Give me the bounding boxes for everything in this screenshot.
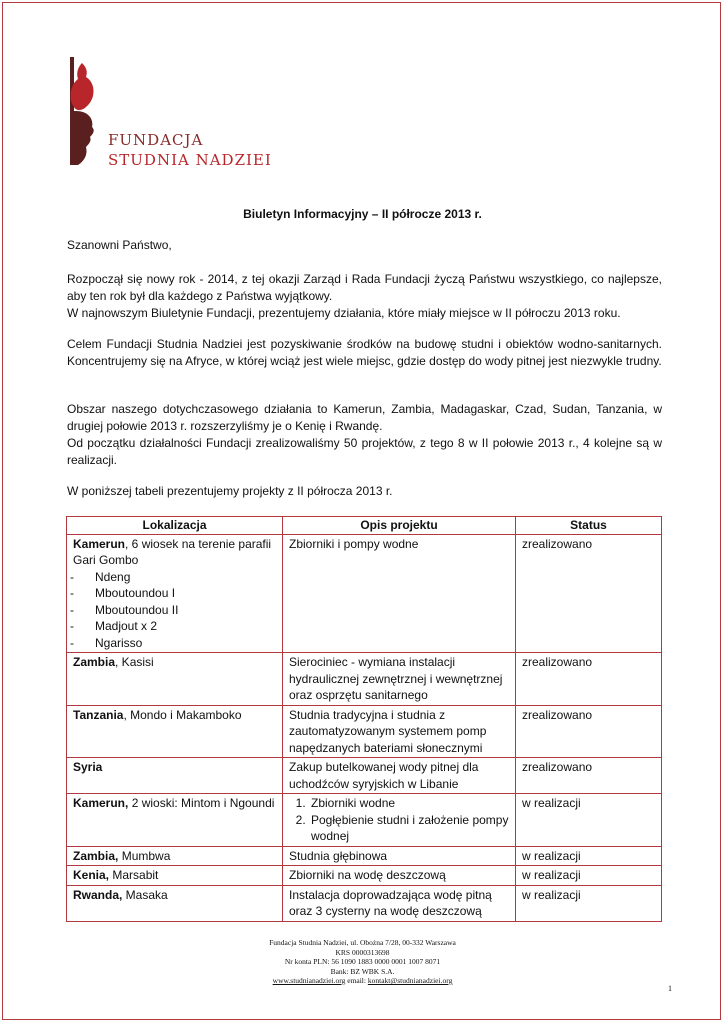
- description-list: [289, 795, 509, 845]
- description-cell: Studnia głębinowa: [283, 846, 516, 866]
- table-row: [67, 705, 662, 758]
- list-item: - Mboutoundou I: [73, 585, 276, 602]
- footer-account: Nr konta PLN: 56 1090 1883 0000 0001 1007 8071: [284, 957, 441, 966]
- table-row: [67, 866, 662, 886]
- place: , Kasisi: [115, 655, 154, 669]
- place: 2 wioski: Mintom i Ngoundi: [128, 796, 275, 810]
- header-description: Opis projektu: [283, 517, 516, 535]
- scope-section: [67, 401, 662, 469]
- location-cell: [67, 846, 283, 866]
- location-cell: [67, 866, 283, 886]
- place: , 6 wiosek na terenie parafii Gari Gombo: [73, 536, 272, 567]
- list-item: - Ngarisso: [73, 635, 276, 652]
- status-cell: zrealizowano: [516, 705, 662, 758]
- location-cell: [67, 758, 283, 794]
- logo-line-1: FUNDACJA: [108, 131, 204, 149]
- location-cell: [67, 534, 283, 653]
- table-row: [67, 534, 662, 653]
- table-row: [67, 794, 662, 847]
- table-row: [67, 885, 662, 921]
- country: Tanzania: [73, 707, 124, 722]
- status-cell: w realizacji: [516, 794, 662, 847]
- place: Masaka: [122, 887, 168, 902]
- table-header-row: [67, 517, 662, 535]
- website-link[interactable]: www.studnianadziei.org: [272, 976, 346, 985]
- footer: [0, 938, 725, 986]
- list-item: - Mboutoundou II: [73, 602, 276, 619]
- list-item: 2. Pogłębienie studni i założenie pompy wodnej: [309, 812, 509, 845]
- status-cell: zrealizowano: [516, 758, 662, 794]
- status-cell: zrealizowano: [516, 534, 662, 653]
- document-title: Biuletyn Informacyjny – II półrocze 2013 r.: [243, 207, 482, 221]
- place: Marsabit: [109, 868, 159, 882]
- description-cell: Sierociniec - wymiana instalacji hydraulicznej zewnętrznej i wewnętrznej oraz osprzętu sanitarnego: [283, 653, 516, 706]
- country: Kamerun: [73, 536, 126, 551]
- mission-section: [67, 336, 662, 370]
- location-cell: [67, 653, 283, 706]
- country: Zambia: [73, 655, 116, 669]
- logo-text: [108, 130, 272, 170]
- footer-contact: [0, 976, 725, 986]
- salutation: Szanowni Państwo,: [67, 238, 172, 252]
- table-row: [67, 653, 662, 706]
- status-cell: w realizacji: [516, 846, 662, 866]
- description-cell: Zakup butelkowanej wody pitnej dla uchodźców syryjskich w Libanie: [283, 758, 516, 794]
- country: Syria: [73, 760, 103, 774]
- header-location: Lokalizacja: [67, 517, 283, 535]
- place: , Mondo i Makamboko: [123, 707, 242, 722]
- projects-table: [66, 516, 662, 922]
- intro-paragraph-2: W najnowszym Biuletynie Fundacji, prezentujemy działania, które miały miejsce w II półroczu 2013 roku.: [67, 306, 621, 320]
- description-cell: Zbiorniki i pompy wodne: [283, 534, 516, 653]
- country: Kamerun,: [73, 796, 129, 810]
- country: Rwanda,: [73, 887, 123, 902]
- location-cell: [67, 794, 283, 847]
- email-label: email:: [347, 976, 366, 985]
- status-cell: zrealizowano: [516, 653, 662, 706]
- country: Kenia,: [73, 868, 110, 882]
- header-status: Status: [516, 517, 662, 535]
- status-cell: w realizacji: [516, 885, 662, 921]
- projects-paragraph: Od początku działalności Fundacji zrealizowaliśmy 50 projektów, z tego 8 w II połowie 2013 r., 4 kolejne są w realizacji.: [67, 436, 662, 467]
- logo-line-2: STUDNIA NADZIEI: [108, 151, 272, 169]
- description-cell: Instalacja doprowadzająca wodę pitną oraz 3 cysterny na wodę deszczową: [283, 885, 516, 921]
- location-cell: [67, 885, 283, 921]
- page-number: 1: [668, 984, 672, 993]
- country: Zambia,: [73, 848, 119, 863]
- village-list: [73, 569, 276, 652]
- status-cell: w realizacji: [516, 866, 662, 886]
- description-cell: [283, 794, 516, 847]
- list-item: 1. Zbiorniki wodne: [309, 795, 509, 812]
- description-cell: Studnia tradycyjna i studnia z zautomatyzowanym systemem pomp napędzanych bateriami słonecznymi: [283, 705, 516, 758]
- location-cell: [67, 705, 283, 758]
- footer-krs: KRS 0000313698: [335, 947, 390, 957]
- place: Mumbwa: [118, 848, 171, 863]
- table-row: [67, 758, 662, 794]
- intro-paragraph: Rozpoczął się nowy rok - 2014, z tej okazji Zarząd i Rada Fundacji życzą Państwu wszystkiego, co najlepsze, aby ten rok był dla każdego z Państwa wyjątkowy.: [67, 272, 662, 303]
- list-item: - Ndeng: [73, 569, 276, 586]
- email-link[interactable]: kontakt@studnianadziei.org: [367, 976, 453, 985]
- scope-paragraph: Obszar naszego dotychczasowego działania to Kamerun, Zambia, Madagaskar, Czad, Sudan, Tanzania, w drugiej połowie 2013 r. rozszerzyliśmy je o Kenię i Rwandę.: [67, 402, 662, 433]
- table-row: [67, 846, 662, 866]
- mission-paragraph: Celem Fundacji Studnia Nadziei jest pozyskiwanie środków na budowę studni i obiektów wodno-sanitarnych. Koncentrujemy się na Afryce, w której wciąż jest wiele miejsc, gdzie dostęp do wody pitnej jest niezwykle trudny.: [67, 337, 662, 368]
- intro-section: [67, 271, 662, 322]
- description-cell: Zbiorniki na wodę deszczową: [283, 866, 516, 886]
- footer-address: Fundacja Studnia Nadziei, ul. Obożna 7/28, 00-332 Warszawa: [269, 938, 456, 947]
- table-intro: W poniższej tabeli prezentujemy projekty z II półrocza 2013 r.: [67, 484, 393, 498]
- footer-bank: Bank: BZ WBK S.A.: [330, 966, 395, 976]
- list-item: - Madjout x 2: [73, 618, 276, 635]
